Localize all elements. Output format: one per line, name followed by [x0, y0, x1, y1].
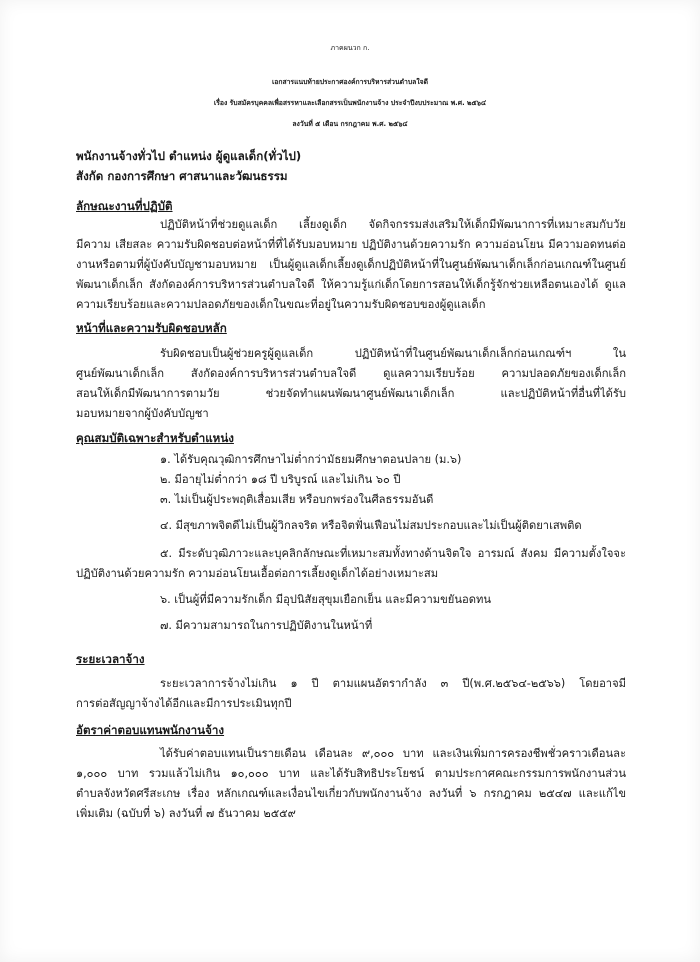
work-text-line: พัฒนาเด็กเล็ก สังกัดองค์การบริหารส่วนตำบลใจดี ให้ความรู้แก่เด็กโดยการสอนให้เด็กรู้จักช่วยเหลือตนเองได้ ดูแล	[76, 278, 626, 291]
qualification-item: ๓. ไม่เป็นผู้ประพฤติเสื่อมเสีย หรือบกพร่องในศีลธรรมอันดี	[160, 493, 434, 506]
compensation-text-line: ได้รับค่าตอบแทนเป็นรายเดือน เดือนละ ๙,๐๐๐ บาท และเงินเพิ่มการครองชีพชั่วคราวเดือนละ	[160, 747, 626, 760]
compensation-text-line: ๑,๐๐๐ บาท รวมแล้วไม่เกิน ๑๐,๐๐๐ บาท และได้รับสิทธิประโยชน์ ตามประกาศคณะกรรมการพนักงานส่วน	[76, 767, 626, 780]
duty-text-line: มอบหมายจากผู้บังคับบัญชา	[76, 407, 209, 420]
position-title: พนักงานจ้างทั่วไป ตำแหน่ง ผู้ดูแลเด็ก(ทั่วไป)	[76, 149, 302, 163]
header-title-line2: เรื่อง รับสมัครบุคคลเพื่อสรรหาและเลือกสรรเป็นพนักงานจ้าง ประจำปีงบประมาณ พ.ศ. ๒๕๖๔	[213, 99, 487, 107]
compensation-text-line: เพิ่มเติม (ฉบับที่ ๖) ลงวันที่ ๗ ธันวาคม ๒๕๕๙	[76, 807, 296, 820]
work-text-line: มีความ เสียสละ ความรับผิดชอบต่อหน้าที่ที่ได้รับมอบหมาย ปฏิบัติงานด้วยความรัก ความอ่อนโยน มีความอดทนต่อ	[76, 238, 626, 251]
qualification-item: ๖. เป็นผู้ที่มีความรักเด็ก มีอุปนิสัยสุขุมเยือกเย็น และมีความขยันอดทน	[160, 593, 491, 606]
qualification-item: ๒. มีอายุไม่ต่ำกว่า ๑๘ ปี บริบูรณ์ และไม่เกิน ๖๐ ปี	[160, 473, 401, 486]
period-text-line: ระยะเวลาการจ้างไม่เกิน ๑ ปี ตามแผนอัตรากำลัง ๓ ปี(พ.ศ.๒๕๖๔-๒๕๖๖) โดยอาจมี	[160, 677, 626, 690]
section-heading-compensation: อัตราค่าตอบแทนพนักงานจ้าง	[76, 723, 225, 737]
compensation-text-line: ตำบลจังหวัดศรีสะเกษ เรื่อง หลักเกณฑ์และเงื่อนไขเกี่ยวกับพนักงานจ้าง ลงวันที่ ๖ กรกฎาคม ๒๕๔๗ และแก้ไข	[76, 787, 626, 800]
qualification-item-continued: ปฏิบัติงานด้วยความรัก ความอ่อนโยนเอื้อต่อการเลี้ยงดูเด็กได้อย่างเหมาะสม	[76, 567, 439, 580]
header-title-line1: เอกสารแนบท้ายประกาศองค์การบริหารส่วนตำบลใจดี	[271, 78, 429, 86]
qualification-item: ๕. มีระดับวุฒิภาวะและบุคลิกลักษณะที่เหมาะสมทั้งทางด้านจิตใจ อารมณ์ สังคม มีความตั้งใจจะ	[160, 547, 626, 560]
work-text-line: ความเรียบร้อยและความปลอดภัยของเด็กในขณะที่อยู่ในความรับผิดชอบของผู้ดูแลเด็ก	[76, 298, 486, 311]
duty-text-line: ศูนย์พัฒนาเด็กเล็ก สังกัดองค์การบริหารส่วนตำบลใจดี ดูแลความเรียบร้อย ความปลอดภัยของเด็กเล็ก	[76, 367, 626, 380]
qualification-item: ๔. มีสุขภาพจิตดีไม่เป็นผู้วิกลจริต หรือจิตฟั่นเฟือนไม่สมประกอบและไม่เป็นผู้ติดยาเสพติด	[160, 519, 582, 532]
section-heading-work: ลักษณะงานที่ปฏิบัติ	[76, 199, 173, 213]
header-date-line: ลงวันที่ ๕ เดือน กรกฎาคม พ.ศ. ๒๕๖๔	[292, 120, 408, 128]
section-heading-period: ระยะเวลาจ้าง	[76, 652, 145, 666]
qualification-item: ๗. มีความสามารถในการปฏิบัติงานในหน้าที่	[160, 619, 373, 632]
period-text-line: การต่อสัญญาจ้างได้อีกและมีการประเมินทุกปี	[76, 697, 292, 710]
duty-text-line: รับผิดชอบเป็นผู้ช่วยครูผู้ดูแลเด็ก ปฏิบัติหน้าที่ในศูนย์พัฒนาเด็กเล็กก่อนเกณฑ์ฯ ใน	[160, 347, 626, 360]
section-heading-duty: หน้าที่และความรับผิดชอบหลัก	[76, 321, 227, 335]
appendix-label: ภาคผนวก ก.	[330, 44, 370, 52]
qualification-item: ๑. ได้รับคุณวุฒิการศึกษาไม่ต่ำกว่ามัธยมศึกษาตอนปลาย (ม.๖)	[160, 453, 462, 466]
work-text-line: ปฏิบัติหน้าที่ช่วยดูแลเด็ก เลี้ยงดูเด็ก จัดกิจกรรมส่งเสริมให้เด็กมีพัฒนาการที่เหมาะสมกับวัย	[160, 218, 626, 231]
work-text-line: งานหรือตามที่ผู้บังคับบัญชามอบหมาย เป็นผู้ดูแลเด็กเลี้ยงดูเด็กปฏิบัติหน้าที่ในศูนย์พัฒนาเด็กเล็กก่อนเกณฑ์ในศูนย์	[76, 258, 626, 271]
position-department: สังกัด กองการศึกษา ศาสนาและวัฒนธรรม	[76, 169, 288, 183]
section-heading-qualifications: คุณสมบัติเฉพาะสำหรับตำแหน่ง	[76, 431, 234, 445]
duty-text-line: สอนให้เด็กมีพัฒนาการตามวัย ช่วยจัดทำแผนพัฒนาศูนย์พัฒนาเด็กเล็ก และปฏิบัติหน้าที่อื่นที่ได้รับ	[76, 387, 626, 400]
